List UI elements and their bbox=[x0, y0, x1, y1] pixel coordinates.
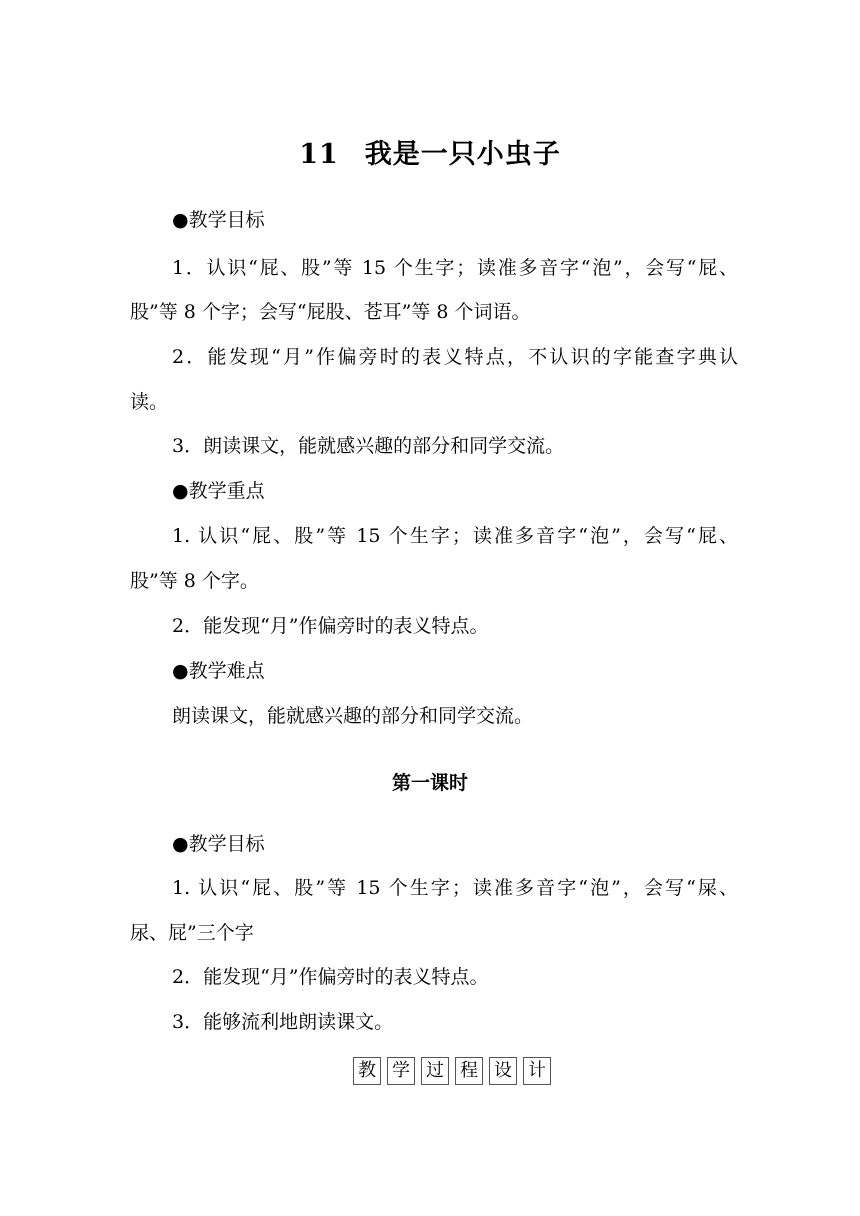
goal-1-line-2: 股”等 8 个字；会写“屁股、苍耳”等 8 个词语。 bbox=[130, 301, 531, 323]
difficulty-text: 朗读课文，能就感兴趣的部分和同学交流。 bbox=[172, 705, 534, 727]
lesson-title bbox=[0, 132, 860, 171]
goal-2-line-1: 2．能发现“月”作偏旁时的表义特点，不认识的字能查字典认 bbox=[172, 346, 738, 368]
goal-1-line-1: 1．认识“屁、股”等 15 个生字；读准多音字“泡”，会写“屁、 bbox=[172, 257, 738, 279]
lesson-goal-1-line-2: 尿、屁”三个字 bbox=[130, 922, 254, 944]
goal-3: 3．朗读课文，能就感兴趣的部分和同学交流。 bbox=[172, 435, 565, 457]
lesson-goal-3: 3．能够流利地朗读课文。 bbox=[172, 1011, 394, 1033]
lesson-goal-2: 2．能发现“月”作偏旁时的表义特点。 bbox=[172, 966, 489, 988]
section-heading-goals: ●教学目标 bbox=[172, 209, 265, 231]
lesson-goal-1-line-1: 1. 认识“屁、股”等 15 个生字；读准多音字“泡”，会写“屎、 bbox=[172, 877, 738, 899]
process-char-box: 过 bbox=[421, 1057, 449, 1085]
section-heading-difficulties: ●教学难点 bbox=[172, 660, 265, 682]
first-lesson-heading: 第一课时 bbox=[391, 772, 468, 794]
process-char-box: 设 bbox=[489, 1057, 517, 1085]
section-heading-key-points: ●教学重点 bbox=[172, 480, 265, 502]
process-char-box: 教 bbox=[353, 1057, 381, 1085]
lesson-title-text: 我是一只小虫子 bbox=[364, 139, 561, 170]
key-point-2: 2．能发现“月”作偏旁时的表义特点。 bbox=[172, 615, 489, 637]
process-design-heading bbox=[353, 1057, 551, 1085]
lesson-number: 11 bbox=[299, 139, 339, 170]
process-char-box: 计 bbox=[523, 1057, 551, 1085]
key-point-1-line-1: 1. 认识“屁、股”等 15 个生字；读准多音字“泡”，会写“屁、 bbox=[172, 525, 738, 547]
process-char-box: 程 bbox=[455, 1057, 483, 1085]
process-char-box: 学 bbox=[387, 1057, 415, 1085]
lesson-goals-heading: ●教学目标 bbox=[172, 833, 265, 855]
key-point-1-line-2: 股”等 8 个字。 bbox=[130, 570, 259, 592]
goal-2-line-2: 读。 bbox=[130, 391, 169, 413]
